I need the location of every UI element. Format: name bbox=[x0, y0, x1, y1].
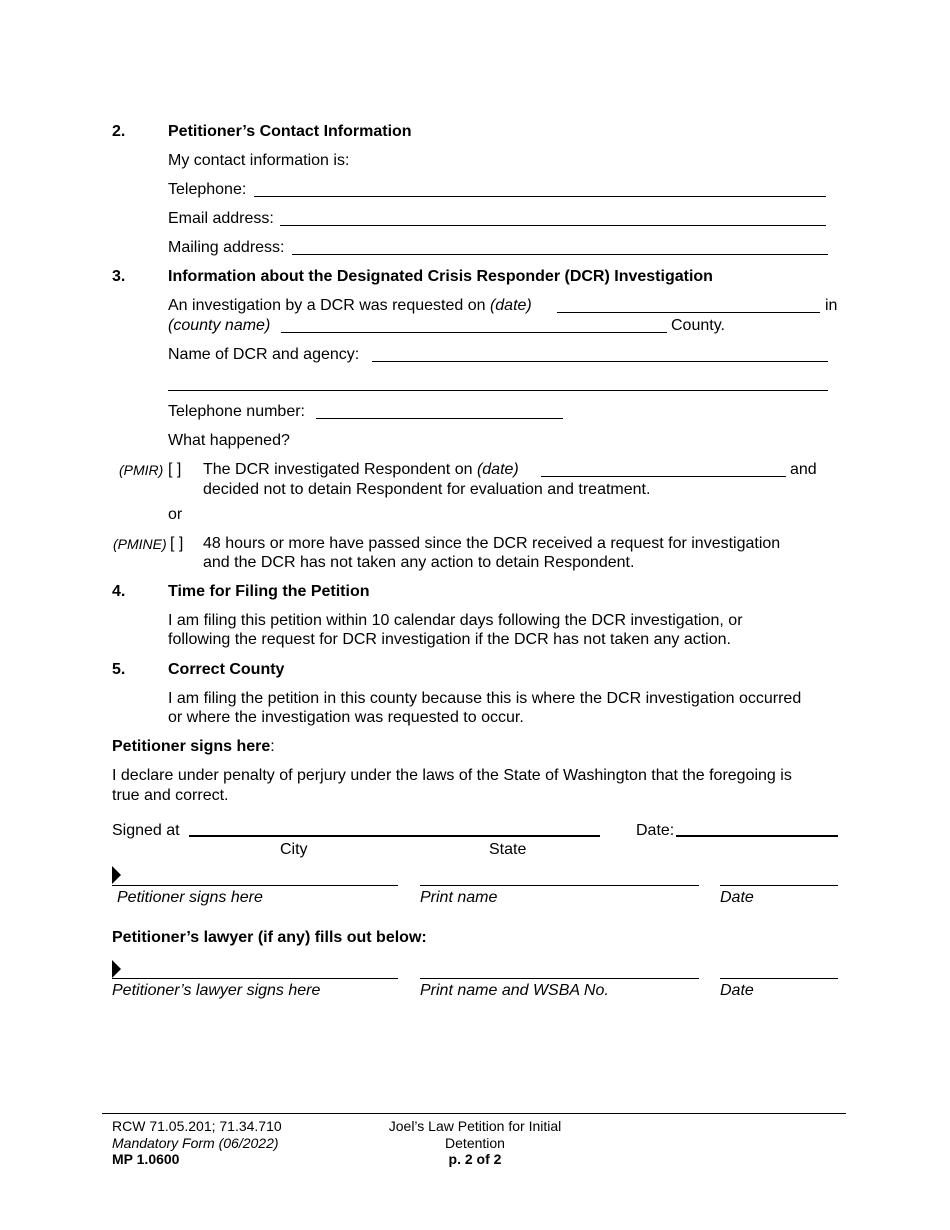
pmir-text-2: decided not to detain Respondent for evaluation and treatment. bbox=[203, 481, 651, 498]
email-field[interactable] bbox=[280, 225, 826, 226]
county-suffix: County. bbox=[671, 317, 725, 334]
dcr-agency-field[interactable] bbox=[372, 361, 828, 362]
section-5-heading: Correct County bbox=[168, 661, 285, 678]
pmir-date-field[interactable] bbox=[541, 476, 786, 477]
date-label: Date: bbox=[636, 822, 675, 839]
city-caption: City bbox=[280, 841, 308, 858]
footer-rcw: RCW 71.05.201; 71.34.710 bbox=[112, 1118, 282, 1134]
dcr-telephone-field[interactable] bbox=[316, 418, 563, 419]
petitioner-signs-caption: Petitioner signs here bbox=[117, 889, 263, 906]
lawyer-signature-field[interactable] bbox=[112, 978, 398, 979]
pmine-text-2: and the DCR has not taken any action to detain Respondent. bbox=[203, 554, 635, 571]
section-5-number: 5. bbox=[112, 661, 126, 678]
section-4-heading: Time for Filing the Petition bbox=[168, 583, 370, 600]
declaration-text: I declare under penalty of perjury under the laws of the State of Washington that the foregoing is bbox=[112, 767, 792, 784]
section-4-text: I am filing this petition within 10 calendar days following the DCR investigation, or bbox=[168, 612, 743, 629]
section-3-number: 3. bbox=[112, 268, 126, 285]
footer-title: Joel’s Law Petition for Initial bbox=[388, 1118, 562, 1134]
email-label: Email address: bbox=[168, 210, 274, 227]
section-2-number: 2. bbox=[112, 123, 126, 140]
pmine-tag: (PMINE) bbox=[113, 536, 167, 552]
section-4-text-2: following the request for DCR investigation if the DCR has not taken any action. bbox=[168, 631, 731, 648]
footer-mandatory-form: Mandatory Form (06/2022) bbox=[112, 1135, 279, 1151]
date-caption: Date bbox=[720, 889, 754, 906]
state-caption: State bbox=[489, 841, 527, 858]
dcr-request-text bbox=[168, 296, 532, 315]
pmir-text bbox=[203, 460, 519, 479]
pmir-tag: (PMIR) bbox=[119, 462, 164, 478]
petitioner-signs-heading-text: Petitioner signs here bbox=[112, 738, 271, 755]
county-name-hint: (county name) bbox=[168, 317, 271, 334]
lawyer-date-field[interactable] bbox=[720, 978, 838, 979]
mailing-address-field[interactable] bbox=[292, 254, 828, 255]
section-4-number: 4. bbox=[112, 583, 126, 600]
contact-intro: My contact information is: bbox=[168, 152, 350, 169]
lawyer-print-name-field[interactable] bbox=[420, 978, 699, 979]
county-name-field[interactable] bbox=[281, 332, 667, 333]
dcr-request-lead: An investigation by a DCR was requested on bbox=[168, 297, 490, 314]
date-hint: (date) bbox=[489, 297, 532, 314]
petitioner-print-name-field[interactable] bbox=[420, 885, 699, 886]
pmir-and: and bbox=[790, 461, 817, 478]
pmir-checkbox[interactable]: [ ] bbox=[168, 461, 182, 478]
dcr-telephone-label: Telephone number: bbox=[168, 403, 305, 420]
pmir-lead: The DCR investigated Respondent on bbox=[203, 461, 477, 478]
footer-title-2: Detention bbox=[445, 1135, 505, 1151]
petitioner-date-field[interactable] bbox=[720, 885, 838, 886]
print-name-caption: Print name bbox=[420, 889, 498, 906]
declaration-text-2: true and correct. bbox=[112, 787, 229, 804]
what-happened-label: What happened? bbox=[168, 432, 290, 449]
in-word: in bbox=[825, 297, 838, 314]
pmine-text: 48 hours or more have passed since the DCR received a request for investigation bbox=[203, 535, 781, 552]
footer-form-number: MP 1.0600 bbox=[112, 1151, 180, 1167]
section-3-heading: Information about the Designated Crisis Responder (DCR) Investigation bbox=[168, 268, 713, 285]
dcr-agency-field-line2[interactable] bbox=[168, 390, 828, 391]
section-5-text-2: or where the investigation was requested to occur. bbox=[168, 709, 524, 726]
signed-at-field[interactable] bbox=[189, 835, 600, 837]
lawyer-heading: Petitioner’s lawyer (if any) fills out below: bbox=[112, 929, 427, 946]
petitioner-signs-heading bbox=[112, 737, 275, 756]
mailing-address-label: Mailing address: bbox=[168, 239, 285, 256]
petitioner-signature-field[interactable] bbox=[112, 885, 398, 886]
pmine-checkbox[interactable]: [ ] bbox=[170, 535, 184, 552]
footer-rule bbox=[102, 1113, 846, 1114]
telephone-field[interactable] bbox=[254, 196, 826, 197]
lawyer-print-name-caption: Print name and WSBA No. bbox=[420, 982, 609, 999]
dcr-request-date-field[interactable] bbox=[557, 312, 820, 313]
section-2-heading: Petitioner’s Contact Information bbox=[168, 123, 412, 140]
telephone-label: Telephone: bbox=[168, 181, 247, 198]
or-label: or bbox=[168, 506, 183, 523]
lawyer-date-caption: Date bbox=[720, 982, 754, 999]
dcr-agency-label: Name of DCR and agency: bbox=[168, 346, 360, 363]
lawyer-signature-arrow-icon bbox=[112, 960, 121, 978]
signed-date-field[interactable] bbox=[676, 835, 838, 837]
pmir-date-hint: (date) bbox=[476, 461, 519, 478]
heading-colon: : bbox=[270, 738, 275, 755]
signature-arrow-icon bbox=[112, 866, 121, 884]
section-5-text: I am filing the petition in this county because this is where the DCR investigation occurred bbox=[168, 690, 802, 707]
footer-page-number: p. 2 of 2 bbox=[448, 1151, 502, 1167]
signed-at-label: Signed at bbox=[112, 822, 180, 839]
lawyer-signs-caption: Petitioner’s lawyer signs here bbox=[112, 982, 321, 999]
